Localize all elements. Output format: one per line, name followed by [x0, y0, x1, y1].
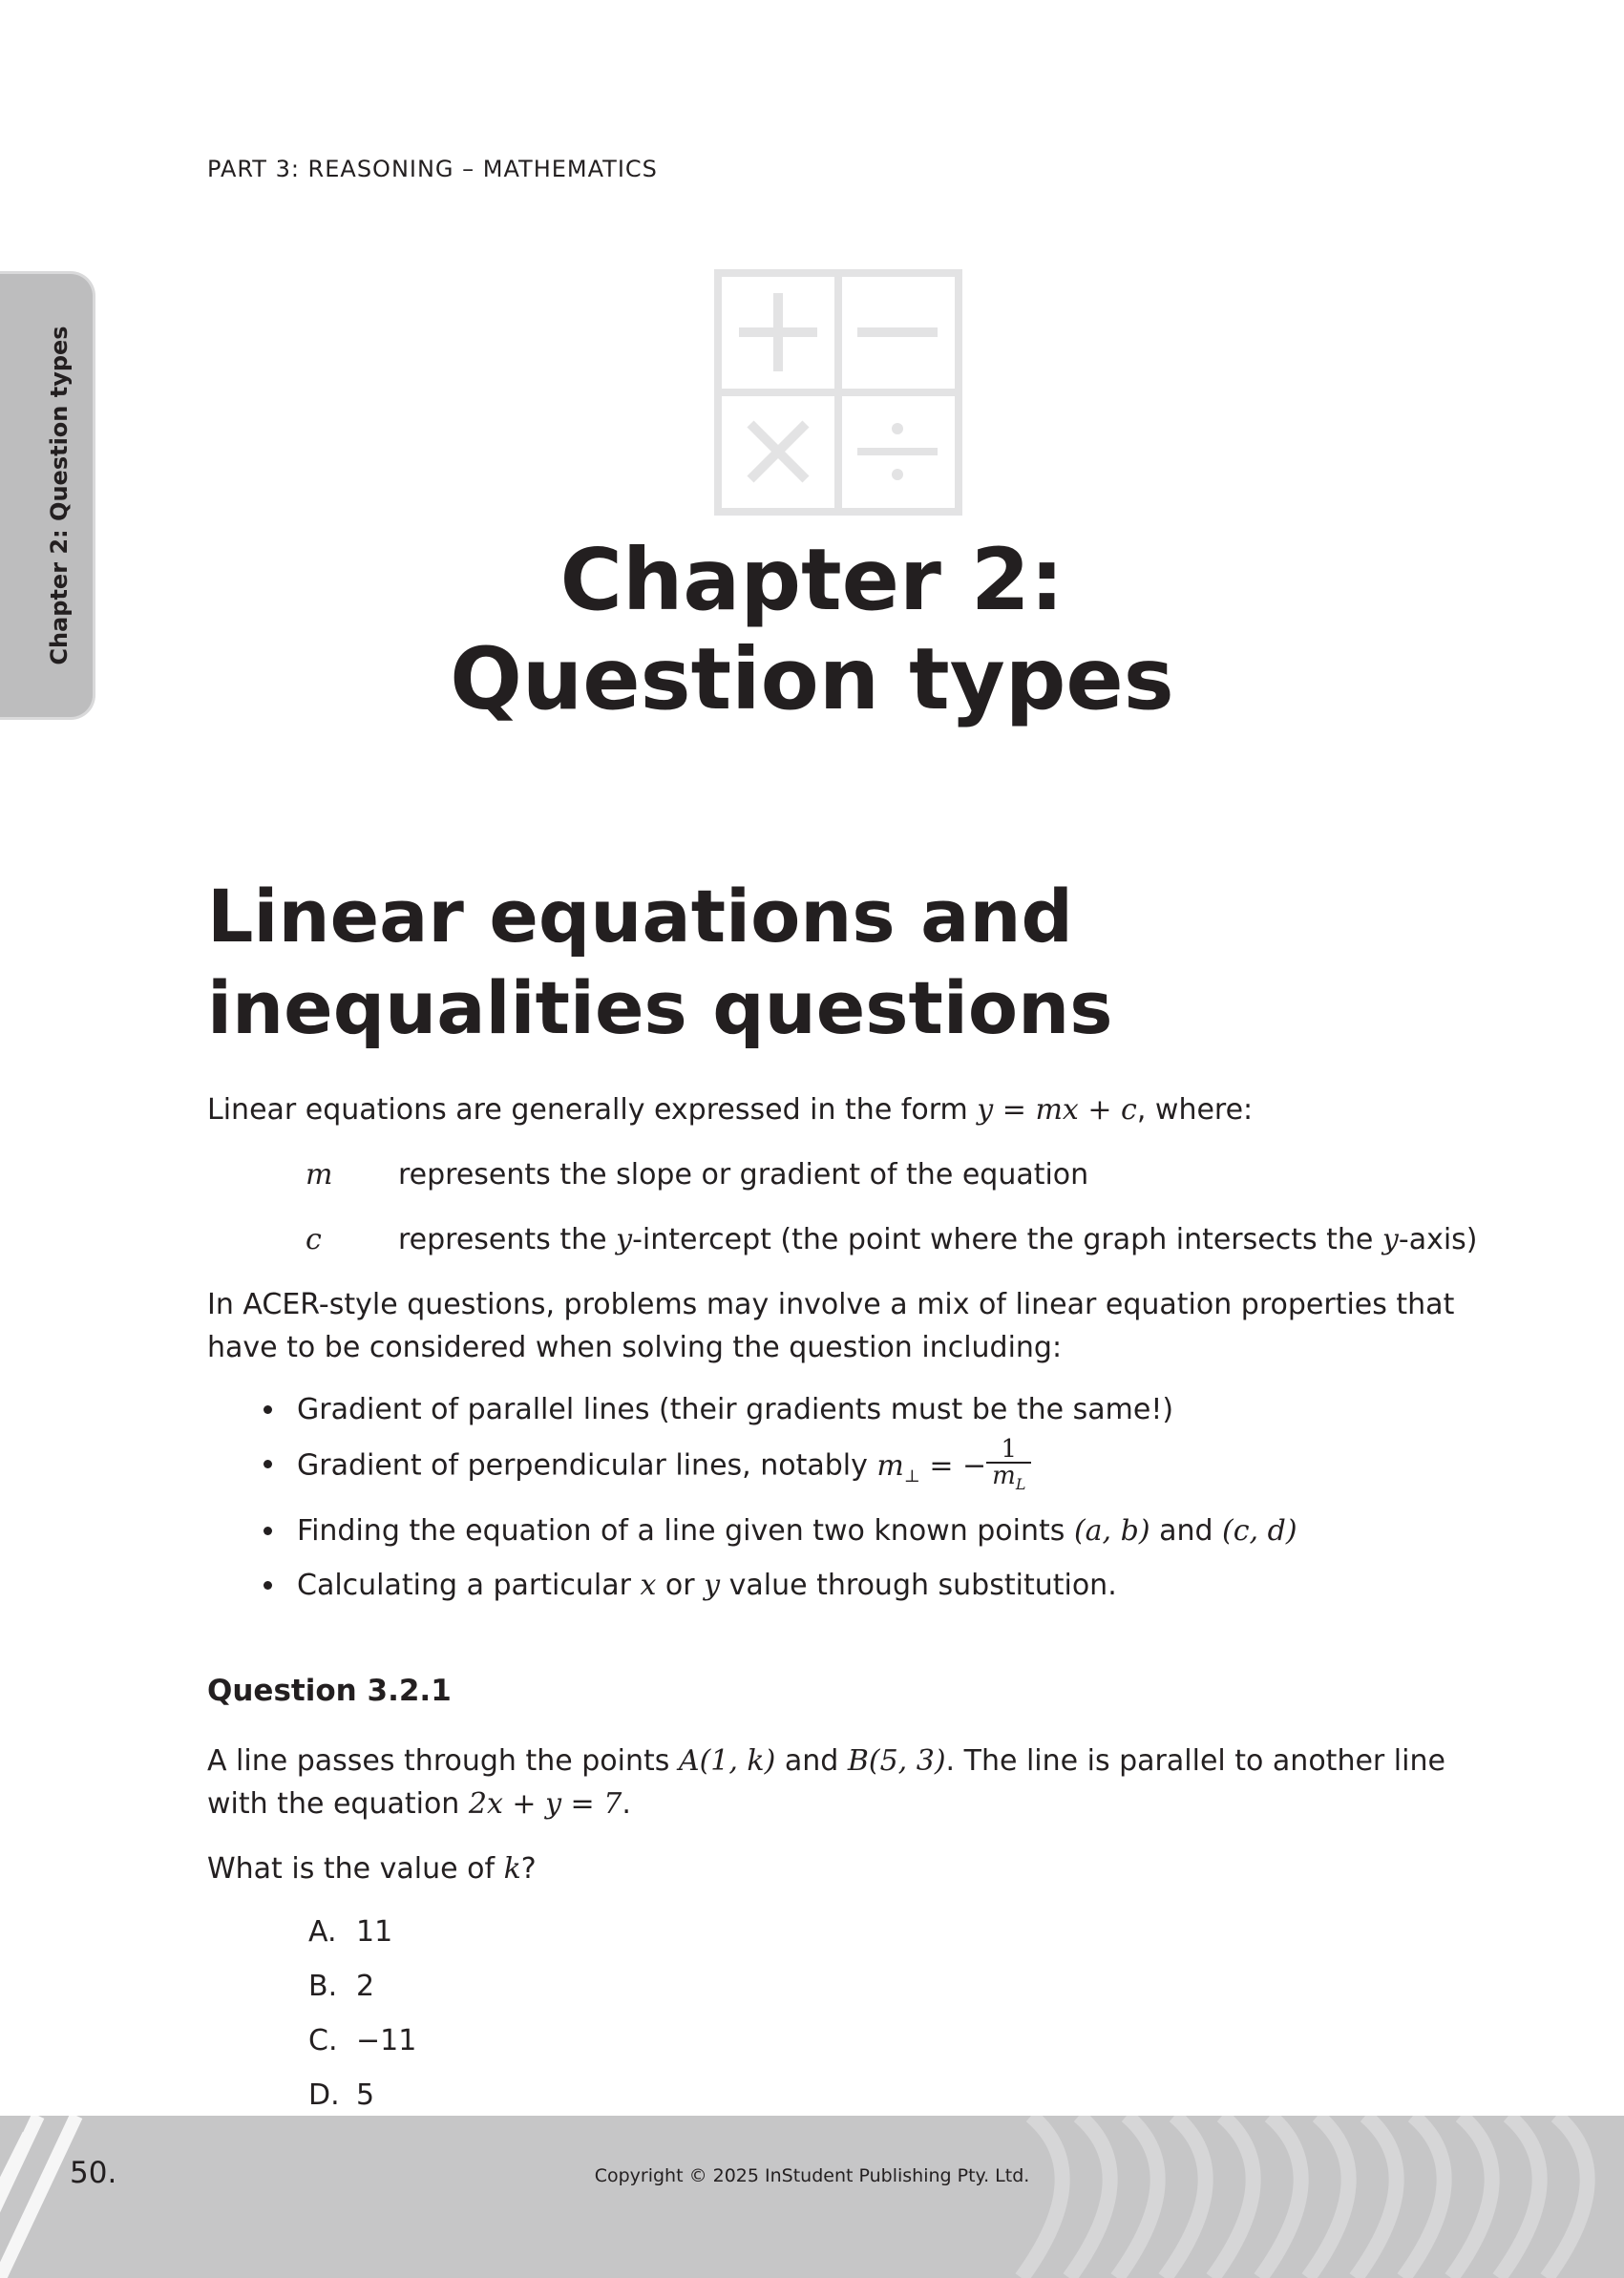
- divide-icon: [857, 423, 938, 480]
- chapter-title: [0, 530, 1624, 728]
- chapter-title-line2: Question types: [450, 629, 1174, 728]
- page-footer: [0, 2116, 1624, 2278]
- perpendicular-gradient-formula: $m_\perp$ = − $\frac{1}{m_L}$: [876, 1449, 1031, 1483]
- times-icon: [750, 424, 806, 479]
- side-tab-label: Chapter 2: Question types: [46, 326, 73, 665]
- acer-paragraph: In ACER-style questions, problems may involve a mix of linear equation properties that have to be considered when solving the question including:: [207, 1288, 1455, 1364]
- answer-option-d[interactable]: D. 5: [308, 2078, 375, 2112]
- answer-option-b[interactable]: B. 2: [308, 1970, 375, 2003]
- definition-symbol: c: [306, 1223, 322, 1256]
- answer-options: [308, 1905, 416, 2122]
- list-item: Finding the equation of a line given two known points (a, b) and (c, d): [258, 1504, 1461, 1558]
- running-head: PART 3: REASONING – MATHEMATICS: [207, 156, 658, 182]
- answer-option-c[interactable]: C. −11: [308, 2024, 417, 2057]
- intro-paragraph: Linear equations are generally expressed in the form y = mx + c, where:: [207, 1093, 1254, 1127]
- question-prompt: What is the value of k?: [207, 1852, 537, 1886]
- list-item: Gradient of parallel lines (their gradients must be the same!): [258, 1382, 1461, 1437]
- math-operations-icon: [714, 269, 962, 516]
- definition-symbol: m: [306, 1158, 333, 1192]
- definition-m: [306, 1153, 1088, 1196]
- chapter-title-line1: Chapter 2:: [559, 530, 1065, 629]
- footer-stripes: [0, 2116, 1624, 2278]
- question-stem: A line passes through the points A(1, k) and B(5, 3). The line is parallel to another line with the equation 2x + y = 7.: [207, 1744, 1445, 1821]
- answer-option-a[interactable]: A. 11: [308, 1915, 393, 1949]
- page-number: 50.: [70, 2156, 117, 2190]
- question-heading: Question 3.2.1: [207, 1674, 452, 1708]
- list-item: Gradient of perpendicular lines, notably $m_\perp$ = − $\frac{1}{m_L}$: [258, 1437, 1461, 1504]
- section-title: Linear equations and inequalities questions: [207, 874, 1113, 1050]
- properties-list: [258, 1382, 1461, 1613]
- copyright-notice: Copyright © 2025 InStudent Publishing Pty. Ltd.: [594, 2165, 1030, 2186]
- list-item: Calculating a particular x or y value through substitution.: [258, 1558, 1461, 1613]
- fraction: $\frac{1}{m_L}$: [986, 1437, 1031, 1497]
- plus-icon: [739, 293, 817, 371]
- definition-c: c represents the y-intercept (the point where the graph intersects the y-axis): [306, 1218, 1478, 1261]
- definition-text: represents the slope or gradient of the equation: [398, 1158, 1089, 1192]
- linear-form-formula: y = mx + c: [977, 1093, 1137, 1127]
